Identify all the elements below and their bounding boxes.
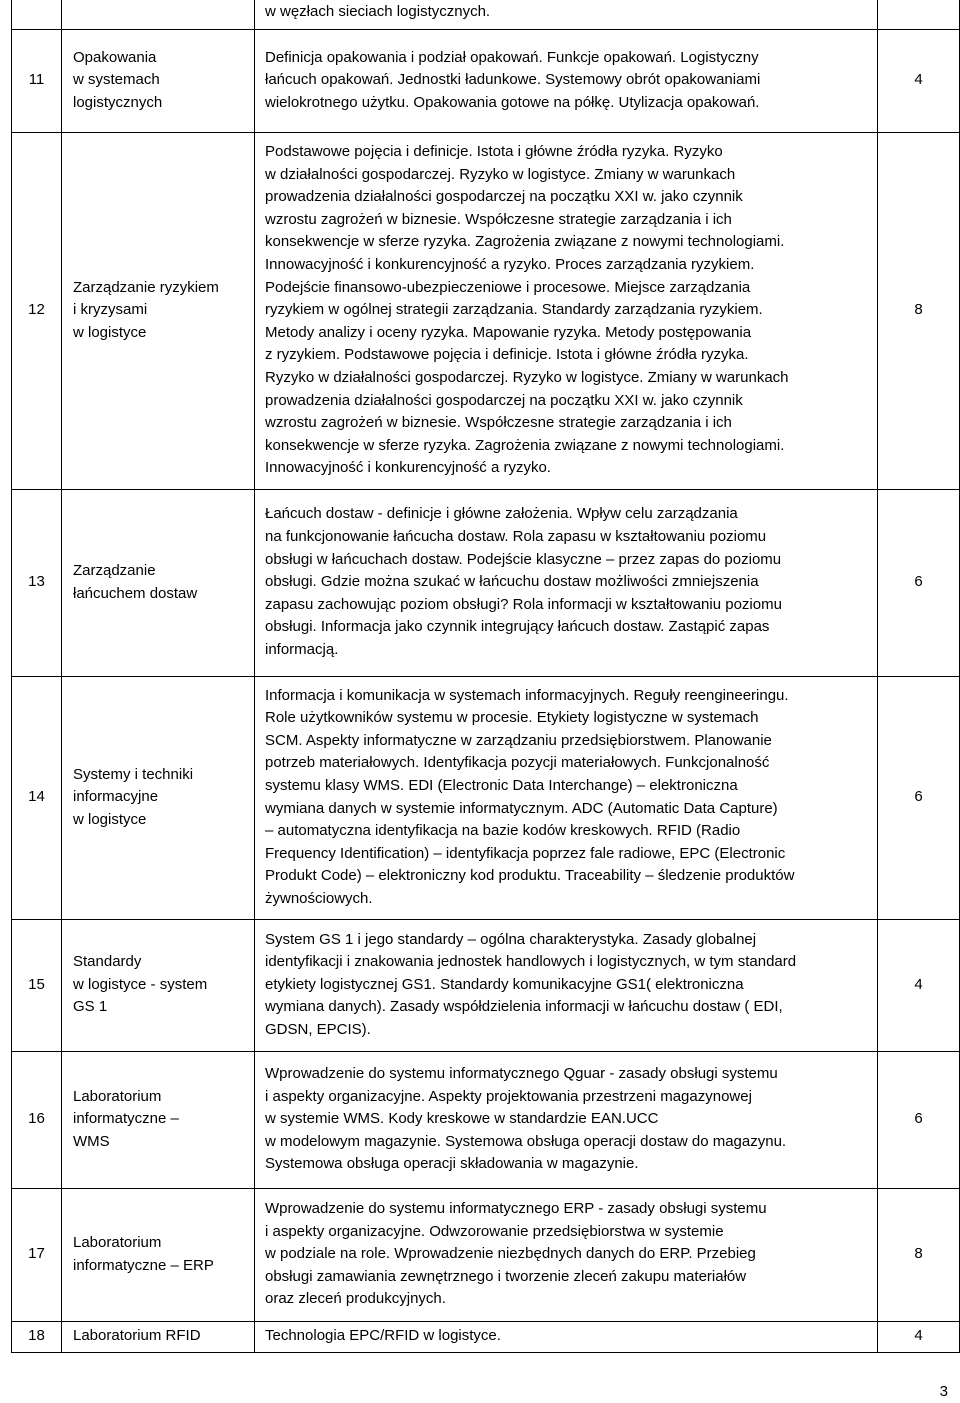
description-line: w modelowym magazynie. Systemowa obsługa operacji dostaw do magazynu. (265, 1132, 787, 1150)
topic-name-line: i kryzysami (73, 301, 148, 319)
description-line: Wprowadzenie do systemu informatycznego Qguar - zasady obsługi systemu (265, 1065, 778, 1083)
description-line: konsekwencje w sferze ryzyka. Zagrożenia związane z nowymi technologiami. (265, 233, 785, 251)
description-line: obsługi w łańcuchach dostaw. Podejście klasyczne – przez zapas do poziomu (265, 550, 782, 568)
topic-hours-cell: 4 (878, 1321, 960, 1352)
description-line: zapasu zachowując poziom obsługi? Rola informacji w kształtowaniu poziomu (265, 595, 782, 613)
description-line: wielokrotnego użytku. Opakowania gotowe na półkę. Utylizacja opakowań. (265, 93, 760, 111)
description-line: z ryzykiem. Podstawowe pojęcia i definicje. Istota i główne źródła ryzyka. (265, 346, 749, 364)
description-line: Technologia EPC/RFID w logistyce. (265, 1327, 501, 1345)
topic-hours-cell: 6 (878, 489, 960, 676)
topic-name-line: w systemach (73, 71, 160, 89)
topic-name-line: WMS (73, 1132, 110, 1150)
topic-name-line: Zarządzanie (73, 561, 156, 579)
table-row (12, 1321, 960, 1352)
topic-number-cell: 11 (12, 29, 62, 132)
topic-name-cell (62, 1051, 255, 1188)
topic-name-line: w logistyce (73, 323, 147, 341)
topic-name-line: łańcuchem dostaw (73, 584, 198, 602)
topic-hours-cell: 8 (878, 1188, 960, 1321)
topic-description-cell (255, 1188, 878, 1321)
description-line: obsługi. Gdzie można szukać w łańcuchu dostaw możliwości zmniejszenia (265, 573, 759, 591)
description-line: prowadzenia działalności gospodarczej na początku XXI w. jako czynnik (265, 188, 743, 206)
description-line: GDSN, EPCIS). (265, 1020, 371, 1038)
description-line: prowadzenia działalności gospodarczej na początku XXI w. jako czynnik (265, 391, 743, 409)
description-line: wymiana danych w systemie informatycznym. ADC (Automatic Data Capture) (265, 799, 778, 817)
topic-name-line: informacyjne (73, 788, 159, 806)
description-line: ryzykiem w ogólnej strategii zarządzania. Standardy zarządzania ryzykiem. (265, 301, 763, 319)
description-line: Metody analizy i oceny ryzyka. Mapowanie ryzyka. Metody postępowania (265, 323, 752, 341)
topic-name-cell (62, 1188, 255, 1321)
description-line: identyfikacji i znakowania jednostek handlowych i logistycznych, w tym standard (265, 953, 797, 971)
description-line: Informacja i komunikacja w systemach informacyjnych. Reguły reengineeringu. (265, 686, 789, 704)
description-line: wymiana danych). Zasady współdzielenia informacji w łańcuchu dostaw ( EDI, (265, 998, 783, 1016)
topic-hours-cell: 6 (878, 1051, 960, 1188)
topic-number-cell: 16 (12, 1051, 62, 1188)
description-line: i aspekty organizacyjne. Aspekty projektowania przestrzeni magazynowej (265, 1087, 752, 1105)
topic-name-line: w logistyce (73, 810, 147, 828)
description-line: – automatyczna identyfikacja na bazie kodów kreskowych. RFID (Radio (265, 822, 741, 840)
description-line: Role użytkowników systemu w procesie. Etykiety logistyczne w systemach (265, 709, 759, 727)
topic-name-line: Zarządzanie ryzykiem (73, 278, 219, 296)
topic-name-line: Laboratorium (73, 1087, 162, 1105)
table-row (12, 1051, 960, 1188)
table-row (12, 29, 960, 132)
topic-name-cell (62, 0, 255, 29)
description-line: Definicja opakowania i podział opakowań. Funkcje opakowań. Logistyczny (265, 48, 759, 66)
topic-description-cell (255, 489, 878, 676)
description-line: łańcuch opakowań. Jednostki ładunkowe. Systemowy obrót opakowaniami (265, 71, 761, 89)
description-line: informacją. (265, 640, 339, 658)
topic-number-cell (12, 0, 62, 29)
description-line: Wprowadzenie do systemu informatycznego ERP - zasady obsługi systemu (265, 1200, 767, 1218)
table-row (12, 1188, 960, 1321)
topic-number-cell: 18 (12, 1321, 62, 1352)
description-line: Podejście finansowo-ubezpieczeniowe i procesowe. Miejsce zarządzania (265, 278, 751, 296)
topic-hours-cell: 8 (878, 132, 960, 489)
topic-description-cell (255, 29, 878, 132)
table-row (12, 919, 960, 1051)
topic-hours-cell: 4 (878, 919, 960, 1051)
topic-name-cell (62, 29, 255, 132)
table-row (12, 132, 960, 489)
description-line: Ryzyko w działalności gospodarczej. Ryzyko w logistyce. Zmiany w warunkach (265, 368, 789, 386)
topic-number-cell: 17 (12, 1188, 62, 1321)
description-line: konsekwencje w sferze ryzyka. Zagrożenia związane z nowymi technologiami. (265, 436, 785, 454)
description-line: etykiety logistycznej GS1. Standardy komunikacyjne GS1( elektroniczna (265, 975, 744, 993)
topic-name-line: Standardy (73, 953, 142, 971)
description-line: w działalności gospodarczej. Ryzyko w logistyce. Zmiany w warunkach (265, 165, 736, 183)
topic-number-cell: 13 (12, 489, 62, 676)
description-line: wzrostu zagrożeń w biznesie. Współczesne strategie zarządzania i ich (265, 210, 732, 228)
topic-description-cell (255, 1321, 878, 1352)
topic-hours-cell: 6 (878, 676, 960, 919)
description-line: Frequency Identification) – identyfikacja poprzez fale radiowe, EPC (Electronic (265, 844, 786, 862)
topic-number-cell: 14 (12, 676, 62, 919)
syllabus-table (11, 0, 960, 1353)
topic-name-cell (62, 132, 255, 489)
topic-name-line: Opakowania (73, 48, 157, 66)
topic-description-cell (255, 132, 878, 489)
description-line: systemu klasy WMS. EDI (Electronic Data Interchange) – elektroniczna (265, 776, 738, 794)
description-line: obsługi zamawiania zewnętrznego i tworzenie zleceń zakupu materiałów (265, 1267, 747, 1285)
page-number: 3 (939, 1383, 948, 1400)
topic-name-cell (62, 489, 255, 676)
topic-hours-cell: 4 (878, 29, 960, 132)
topic-name-line: Laboratorium (73, 1233, 162, 1251)
description-line: i aspekty organizacyjne. Odwzorowanie przedsiębiorstwa w systemie (265, 1222, 724, 1240)
description-line: oraz zleceń produkcyjnych. (265, 1290, 446, 1308)
description-line: na funkcjonowanie łańcucha dostaw. Rola zapasu w kształtowaniu poziomu (265, 528, 767, 546)
topic-name-line: Laboratorium RFID (73, 1327, 201, 1345)
topic-name-line: w logistyce - system (73, 975, 208, 993)
description-line: Produkt Code) – elektroniczny kod produktu. Traceability – śledzenie produktów (265, 867, 795, 885)
topic-name-line: logistycznych (73, 93, 163, 111)
topic-hours-cell (878, 0, 960, 29)
topic-name-line: informatyczne – (73, 1110, 179, 1128)
description-line: SCM. Aspekty informatyczne w zarządzaniu przedsiębiorstwem. Planowanie (265, 731, 772, 749)
description-line: Łańcuch dostaw - definicje i główne założenia. Wpływ celu zarządzania (265, 505, 738, 523)
description-line: potrzeb materiałowych. Identyfikacja pozycji materiałowych. Funkcjonalność (265, 754, 770, 772)
topic-number-cell: 12 (12, 132, 62, 489)
topic-description-cell (255, 676, 878, 919)
description-line: Innowacyjność i konkurencyjność a ryzyko. Proces zarządzania ryzykiem. (265, 256, 755, 274)
description-line: Systemowa obsługa operacji składowania w magazynie. (265, 1155, 639, 1173)
topic-name-line: Systemy i techniki (73, 765, 194, 783)
table-row (12, 676, 960, 919)
topic-number-cell: 15 (12, 919, 62, 1051)
description-line: w podziale na role. Wprowadzenie niezbędnych danych do ERP. Przebieg (265, 1245, 756, 1263)
topic-description-cell (255, 919, 878, 1051)
topic-description-cell (255, 0, 878, 29)
description-line: obsługi. Informacja jako czynnik integrujący łańcuch dostaw. Zastąpić zapas (265, 618, 770, 636)
description-line: Innowacyjność i konkurencyjność a ryzyko. (265, 459, 551, 477)
table-row (12, 0, 960, 29)
topic-name-line: GS 1 (73, 998, 108, 1016)
topic-name-cell (62, 676, 255, 919)
topic-name-cell (62, 919, 255, 1051)
description-line: wzrostu zagrożeń w biznesie. Współczesne strategie zarządzania i ich (265, 414, 732, 432)
description-line: System GS 1 i jego standardy – ogólna charakterystyka. Zasady globalnej (265, 930, 757, 948)
topic-name-line: informatyczne – ERP (73, 1256, 214, 1274)
description-line: żywnościowych. (265, 889, 373, 907)
topic-description-cell (255, 1051, 878, 1188)
description-line: w węzłach sieciach logistycznych. (265, 3, 491, 20)
description-line: Podstawowe pojęcia i definicje. Istota i główne źródła ryzyka. Ryzyko (265, 143, 723, 161)
topic-name-cell (62, 1321, 255, 1352)
description-line: w systemie WMS. Kody kreskowe w standardzie EAN.UCC (265, 1110, 659, 1128)
table-row (12, 489, 960, 676)
